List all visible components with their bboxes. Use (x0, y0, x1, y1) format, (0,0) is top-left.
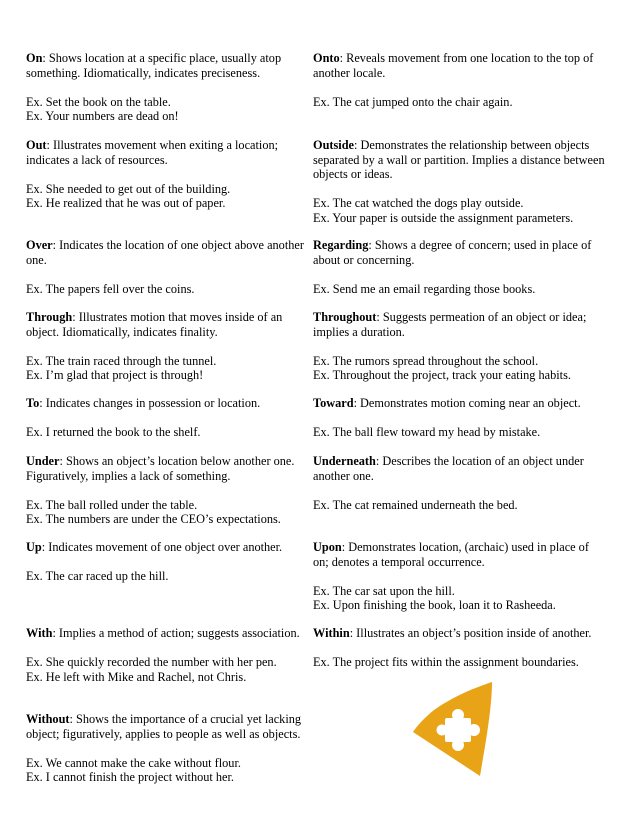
term: Without (26, 712, 70, 726)
definition: Underneath: Describes the location of an object under another one. (313, 454, 584, 483)
entry-underneath (313, 454, 605, 512)
term: Underneath (313, 454, 376, 468)
term: Outside (313, 138, 354, 152)
example: Ex. The rumors spread throughout the school. Ex. Throughout the project, track your eating habits. (313, 353, 571, 382)
definition: Out: Illustrates movement when exiting a location; indicates a lack of resources. (26, 138, 279, 167)
example: Ex. I returned the book to the shelf. (26, 425, 201, 439)
entry-with (26, 626, 308, 684)
definition: With: Implies a method of action; suggests association. (26, 626, 300, 640)
term: To (26, 396, 40, 410)
term: Toward (313, 396, 354, 410)
definition: Onto: Reveals movement from one location to the top of another locale. (313, 51, 594, 80)
term: Throughout (313, 310, 377, 324)
example: Ex. The project fits within the assignment boundaries. (313, 655, 579, 669)
entry-upon (313, 540, 605, 613)
example: Ex. The cat jumped onto the chair again. (313, 94, 513, 109)
entry-through (26, 310, 308, 383)
term: Upon (313, 540, 342, 554)
term: Up (26, 540, 42, 554)
entry-under (26, 454, 308, 527)
definition: Through: Illustrates motion that moves inside of an object. Idiomatically, indicates finality. (26, 310, 283, 339)
definition: Toward: Demonstrates motion coming near an object. (313, 396, 581, 410)
definition: Throughout: Suggests permeation of an object or idea; implies a duration. (313, 310, 587, 339)
definition: Over: Indicates the location of one object above another one. (26, 238, 304, 267)
definition: Within: Illustrates an object’s position inside of another. (313, 626, 592, 640)
entry-up (26, 540, 308, 584)
example: Ex. We cannot make the cake without flour. Ex. I cannot finish the project without her. (26, 755, 241, 784)
term: On (26, 51, 43, 65)
example: Ex. Send me an email regarding those books. (313, 281, 536, 296)
definition: Up: Indicates movement of one object over another. (26, 540, 283, 554)
puzzle-piece-icon (412, 680, 502, 776)
term: Through (26, 310, 73, 324)
entry-outside (313, 138, 605, 225)
example: Ex. The car raced up the hill. (26, 569, 169, 583)
entry-regarding (313, 238, 605, 296)
entry-toward (313, 396, 605, 440)
entry-on (26, 51, 308, 124)
example: Ex. She quickly recorded the number with her pen. Ex. He left with Mike and Rachel, not Chris. (26, 655, 277, 684)
example: Ex. The papers fell over the coins. (26, 281, 195, 296)
definition: Under: Shows an object’s location below another one. Figuratively, implies a lack of something. (26, 454, 295, 483)
definition: On: Shows location at a specific place, usually atop something. Idiomatically, indicates preciseness. (26, 51, 282, 80)
term: Regarding (313, 238, 369, 252)
entry-to (26, 396, 308, 440)
entry-within (313, 626, 605, 670)
term: With (26, 626, 53, 640)
definition: To: Indicates changes in possession or location. (26, 396, 261, 410)
entry-throughout (313, 310, 605, 383)
entry-onto (313, 51, 605, 109)
example: Ex. She needed to get out of the building. Ex. He realized that he was out of paper. (26, 181, 231, 210)
example: Ex. The train raced through the tunnel. Ex. I’m glad that project is through! (26, 353, 217, 382)
term: Out (26, 138, 47, 152)
example: Ex. The ball flew toward my head by mistake. (313, 425, 541, 439)
example: Ex. The cat remained underneath the bed. (313, 497, 518, 512)
definition: Upon: Demonstrates location, (archaic) used in place of on; denotes a temporal occurrence. (313, 540, 589, 569)
example: Ex. The car sat upon the hill. Ex. Upon finishing the book, loan it to Rasheeda. (313, 583, 556, 612)
entry-out (26, 138, 308, 211)
example: Ex. Set the book on the table. Ex. Your numbers are dead on! (26, 94, 179, 123)
term: Under (26, 454, 60, 468)
entry-without (26, 712, 308, 785)
definition: Without: Shows the importance of a crucial yet lacking object; figuratively, applies to people as well as objects. (26, 712, 302, 741)
example: Ex. The ball rolled under the table. Ex. The numbers are under the CEO’s expectations. (26, 497, 281, 526)
definition: Regarding: Shows a degree of concern; used in place of about or concerning. (313, 238, 592, 267)
term: Within (313, 626, 350, 640)
entry-over (26, 238, 308, 296)
definition: Outside: Demonstrates the relationship between objects separated by a wall or partition. Implies a distance between objects or ideas. (313, 138, 605, 181)
example: Ex. The cat watched the dogs play outside. Ex. Your paper is outside the assignment parameters. (313, 196, 574, 225)
term: Onto (313, 51, 340, 65)
term: Over (26, 238, 53, 252)
